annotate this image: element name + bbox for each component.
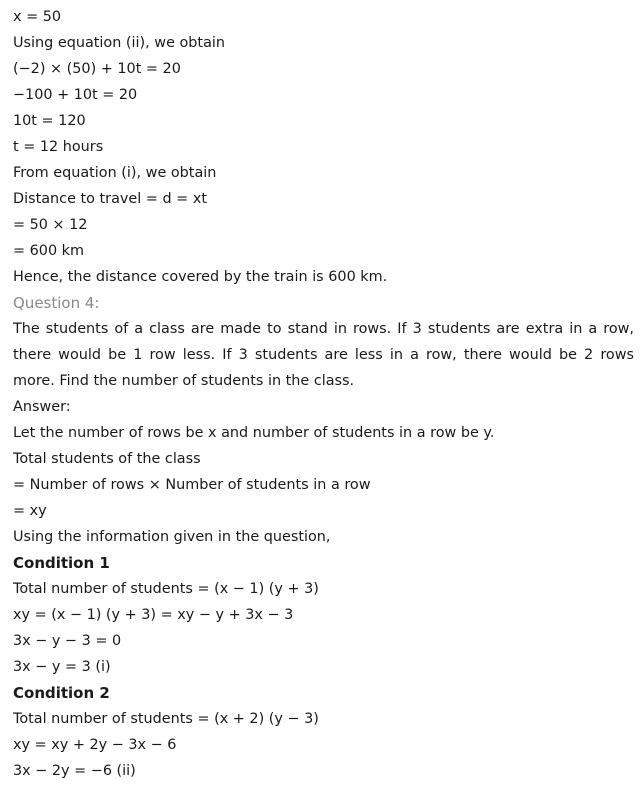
text-line: x = 50 bbox=[13, 9, 62, 25]
text-line: Total number of students = (x + 2) (y − 3) bbox=[13, 711, 319, 727]
answer-label: Answer: bbox=[13, 399, 71, 415]
question-text: The students of a class are made to stand in rows. If 3 students are extra in a row, there would be 1 row less. If 3 students are less in a row, there would be 2 rows more. Find the number of students in the class. bbox=[13, 321, 634, 389]
text-line: xy = xy + 2y − 3x − 6 bbox=[13, 737, 177, 753]
condition-1-heading: Condition 1 bbox=[13, 554, 110, 572]
solution-page bbox=[13, 4, 634, 784]
text-line: 3x − 2y = −6 (ii) bbox=[13, 763, 136, 779]
text-line: t = 12 hours bbox=[13, 139, 104, 155]
question-label: Question 4: bbox=[13, 294, 100, 312]
text-line: = 600 km bbox=[13, 243, 85, 259]
text-line: Using the information given in the question, bbox=[13, 529, 331, 545]
text-line: = 50 × 12 bbox=[13, 217, 88, 233]
text-line: 10t = 120 bbox=[13, 113, 86, 129]
text-line: xy = (x − 1) (y + 3) = xy − y + 3x − 3 bbox=[13, 607, 294, 623]
text-line: −100 + 10t = 20 bbox=[13, 87, 138, 103]
text-line: = xy bbox=[13, 503, 47, 519]
text-line: = Number of rows × Number of students in a row bbox=[13, 477, 371, 493]
text-line: 3x − y − 3 = 0 bbox=[13, 633, 122, 649]
text-line: Total students of the class bbox=[13, 451, 201, 467]
text-line: Distance to travel = d = xt bbox=[13, 191, 207, 207]
text-line: Total number of students = (x − 1) (y + 3) bbox=[13, 581, 319, 597]
text-line: (−2) × (50) + 10t = 20 bbox=[13, 61, 181, 77]
condition-2-heading: Condition 2 bbox=[13, 684, 110, 702]
conclusion-text: Hence, the distance covered by the train is 600 km. bbox=[13, 269, 388, 285]
text-line: 3x − y = 3 (i) bbox=[13, 659, 111, 675]
text-line: Using equation (ii), we obtain bbox=[13, 35, 226, 51]
text-line: Let the number of rows be x and number of students in a row be y. bbox=[13, 425, 495, 441]
text-line: From equation (i), we obtain bbox=[13, 165, 217, 181]
